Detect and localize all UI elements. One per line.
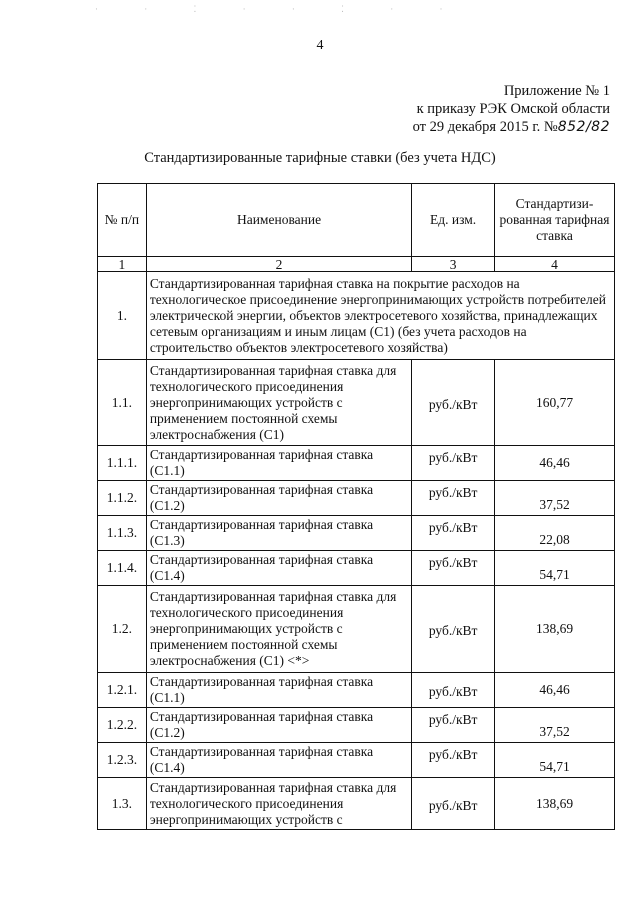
column-number: 3 bbox=[412, 257, 495, 272]
row-unit: руб./кВт bbox=[412, 360, 495, 446]
row-rate: 37,52 bbox=[495, 481, 615, 516]
row-number: 1.1.4. bbox=[98, 551, 147, 586]
row-rate: 138,69 bbox=[495, 778, 615, 830]
row-rate: 22,08 bbox=[495, 516, 615, 551]
table-row bbox=[98, 778, 615, 830]
row-unit: руб./кВт bbox=[412, 446, 495, 481]
row-number: 1.1. bbox=[98, 360, 147, 446]
row-rate: 54,71 bbox=[495, 551, 615, 586]
appendix-date: от 29 декабря 2015 г. № bbox=[412, 119, 558, 135]
row-unit: руб./кВт bbox=[412, 673, 495, 708]
row-number: 1. bbox=[98, 272, 147, 360]
header-num: № п/п bbox=[98, 184, 147, 257]
row-rate: 37,52 bbox=[495, 708, 615, 743]
row-unit: руб./кВт bbox=[412, 551, 495, 586]
row-name: Стандартизированная тарифная ставка для технологического присоединения энергопринимающих устройств с bbox=[146, 778, 411, 830]
row-name: Стандартизированная тарифная ставка (С1.2) bbox=[146, 481, 411, 516]
table-row bbox=[98, 360, 615, 446]
page-number: 4 bbox=[316, 38, 324, 53]
row-rate: 46,46 bbox=[495, 673, 615, 708]
row-name: Стандартизированная тарифная ставка (С1.1) bbox=[146, 673, 411, 708]
table-header-row bbox=[98, 184, 615, 257]
row-number: 1.1.1. bbox=[98, 446, 147, 481]
appendix-block bbox=[413, 82, 610, 136]
column-numbering-row bbox=[98, 257, 615, 272]
row-rate: 160,77 bbox=[495, 360, 615, 446]
row-unit: руб./кВт bbox=[412, 481, 495, 516]
row-unit: руб./кВт bbox=[412, 778, 495, 830]
row-name: Стандартизированная тарифная ставка (С1.4) bbox=[146, 743, 411, 778]
tariff-table bbox=[97, 183, 615, 830]
row-number: 1.2.1. bbox=[98, 673, 147, 708]
scan-artifacts: · · ⁚ · · ⁚ · · bbox=[95, 4, 465, 14]
row-number: 1.2. bbox=[98, 586, 147, 673]
table-row bbox=[98, 586, 615, 673]
column-number: 2 bbox=[146, 257, 411, 272]
table-row bbox=[98, 481, 615, 516]
row-name: Стандартизированная тарифная ставка (С1.4) bbox=[146, 551, 411, 586]
row-name: Стандартизированная тарифная ставка для технологического присоединения энергопринимающих устройств с применением постоянной схемы электроснабжения (С1) bbox=[146, 360, 411, 446]
table-row bbox=[98, 708, 615, 743]
row-rate: 46,46 bbox=[495, 446, 615, 481]
row-number: 1.3. bbox=[98, 778, 147, 830]
appendix-line-3 bbox=[413, 118, 610, 136]
column-number: 1 bbox=[98, 257, 147, 272]
row-number: 1.2.3. bbox=[98, 743, 147, 778]
row-name: Стандартизированная тарифная ставка (С1.2) bbox=[146, 708, 411, 743]
appendix-line-2: к приказу РЭК Омской области bbox=[416, 101, 610, 117]
row-name: Стандартизированная тарифная ставка на покрытие расходов на технологическое присоединение энергопринимающих устройств потребителей электрической энергии, объектов электросетевого хозяйства, принадлежащих сетевым организациям и иным лицам (С1) (без учета расходов на строительство объектов электросетевого хозяйства) bbox=[146, 272, 614, 360]
row-unit: руб./кВт bbox=[412, 586, 495, 673]
header-rate: Стандартизи-рованная тарифная ставка bbox=[495, 184, 615, 257]
table-row bbox=[98, 516, 615, 551]
row-name: Стандартизированная тарифная ставка (С1.3) bbox=[146, 516, 411, 551]
table-row bbox=[98, 551, 615, 586]
row-rate: 54,71 bbox=[495, 743, 615, 778]
header-unit: Ед. изм. bbox=[412, 184, 495, 257]
row-unit: руб./кВт bbox=[412, 743, 495, 778]
appendix-line-1: Приложение № 1 bbox=[503, 83, 610, 99]
table-row bbox=[98, 272, 615, 360]
row-number: 1.1.2. bbox=[98, 481, 147, 516]
row-number: 1.1.3. bbox=[98, 516, 147, 551]
row-rate: 138,69 bbox=[495, 586, 615, 673]
order-number-handwritten: 852/82 bbox=[557, 119, 610, 135]
header-name: Наименование bbox=[146, 184, 411, 257]
table-row bbox=[98, 446, 615, 481]
column-number: 4 bbox=[495, 257, 615, 272]
table-row bbox=[98, 673, 615, 708]
row-name: Стандартизированная тарифная ставка (С1.1) bbox=[146, 446, 411, 481]
document-title: Стандартизированные тарифные ставки (без учета НДС) bbox=[144, 150, 496, 166]
row-number: 1.2.2. bbox=[98, 708, 147, 743]
row-unit: руб./кВт bbox=[412, 708, 495, 743]
row-name: Стандартизированная тарифная ставка для технологического присоединения энергопринимающих устройств с применением постоянной схемы электроснабжения (С1) <*> bbox=[146, 586, 411, 673]
row-unit: руб./кВт bbox=[412, 516, 495, 551]
table-row bbox=[98, 743, 615, 778]
